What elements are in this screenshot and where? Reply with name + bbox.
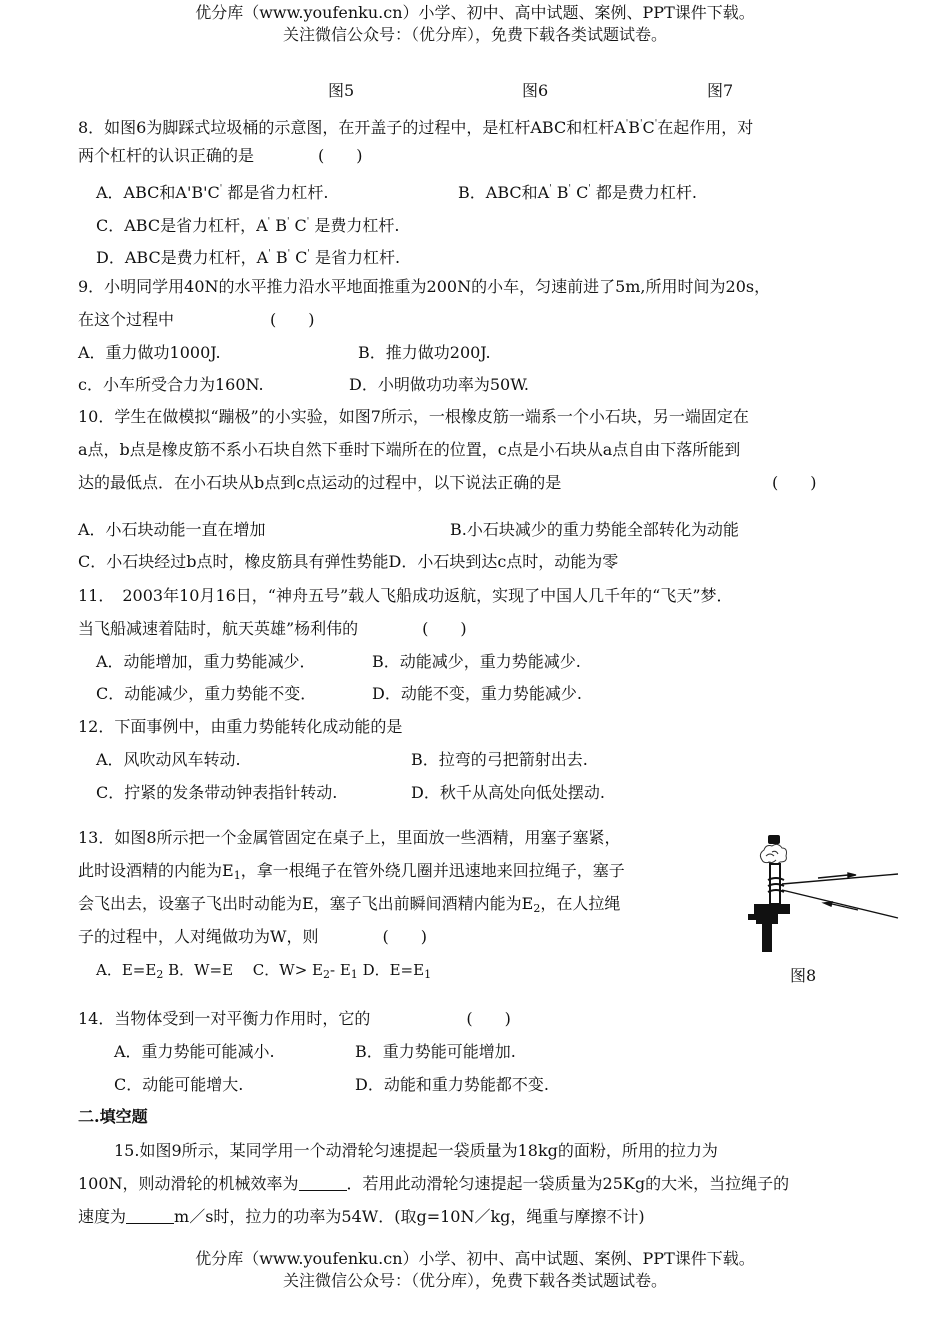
q8-option-b: B．ABC和A' B' C' 都是费力杠杆. bbox=[458, 183, 697, 202]
q10-stem-line3: 达的最低点．在小石块从b点到c点运动的过程中，以下说法正确的是 bbox=[78, 473, 562, 492]
q8-option-d: D．ABC是费力杠杆，A' B' C' 是省力杠杆. bbox=[96, 248, 401, 267]
figure-8-illustration bbox=[748, 830, 900, 955]
q11-stem-line2: 当飞船减速着陆时，航天英雄”杨利伟的 ( ) bbox=[78, 619, 467, 638]
figure-6-label: 图6 bbox=[522, 81, 549, 100]
q12-stem: 12．下面事例中，由重力势能转化成动能的是 bbox=[78, 717, 403, 736]
q11-option-b: B．动能减少，重力势能减少. bbox=[372, 652, 581, 671]
q10-answer-paren: ( ) bbox=[772, 473, 817, 492]
stopper-icon bbox=[768, 835, 780, 844]
figure-7-label: 图7 bbox=[707, 81, 734, 100]
q9-option-d: D．小明做功功率为50W. bbox=[349, 375, 529, 394]
q14-option-c: C．动能可能增大. bbox=[114, 1075, 244, 1094]
q8-option-c: C．ABC是省力杠杆，A' B' C' 是费力杠杆. bbox=[96, 216, 400, 235]
q14-stem: 14．当物体受到一对平衡力作用时，它的 ( ) bbox=[78, 1009, 511, 1028]
q14-option-a: A．重力势能可能减小. bbox=[114, 1042, 275, 1061]
q15-stem-line3: 速度为 m／s时，拉力的功率为54W．(取g=10N／kg，绳重与摩擦不计) bbox=[78, 1207, 645, 1226]
q12-option-d: D．秋千从高处向低处摆动. bbox=[411, 783, 605, 802]
q15-blank-speed[interactable] bbox=[126, 1209, 174, 1224]
q10-stem-line2: a点，b点是橡皮筋不系小石块自然下垂时下端所在的位置，c点是小石块从a点自由下落所能到 bbox=[78, 440, 741, 459]
vapor-cloud-icon bbox=[760, 844, 786, 864]
table-clamp-icon bbox=[748, 904, 790, 952]
page-header-line2: 关注微信公众号：（优分库），免费下载各类试题试卷。 bbox=[282, 25, 667, 44]
metal-tube-icon bbox=[768, 864, 784, 904]
q10-option-a: A．小石块动能一直在增加 bbox=[78, 520, 266, 539]
q13-stem-line2: 此时设酒精的内能为$E_1$，拿一根绳子在管外绕几圈并迅速地来回拉绳子，塞子 bbox=[78, 861, 625, 882]
q11-option-c: C．动能减少，重力势能不变． bbox=[96, 684, 317, 703]
page-footer-line1: 优分库（www.youfenku.cn）小学、初中、高中试题、案例、PPT课件下载。 bbox=[195, 1249, 755, 1268]
q8-option-a: A．ABC和A'B'C' 都是省力杠杆. bbox=[96, 183, 329, 202]
q12-option-c: C．拧紧的发条带动钟表指针转动. bbox=[96, 783, 338, 802]
q10-option-b: B.小石块减少的重力势能全部转化为动能 bbox=[450, 520, 739, 539]
q13-stem-line1: 13．如图8所示把一个金属管固定在桌子上，里面放一些酒精，用塞子塞紧， bbox=[78, 828, 621, 847]
figure-5-label: 图5 bbox=[328, 81, 355, 100]
q11-stem-line1: 11． 2003年10月16日，“神舟五号”载人飞船成功返航，实现了中国人几千年的“飞天”梦． bbox=[78, 586, 733, 605]
q15-stem-line1: 15.如图9所示，某同学用一个动滑轮匀速提起一袋质量为18kg的面粉，所用的拉力为 bbox=[114, 1141, 718, 1160]
figure-8-label: 图8 bbox=[790, 966, 817, 985]
q9-option-a: A．重力做功1000J. bbox=[78, 343, 221, 362]
q15-blank-efficiency[interactable] bbox=[299, 1176, 347, 1191]
page-header-line1: 优分库（www.youfenku.cn）小学、初中、高中试题、案例、PPT课件下载。 bbox=[195, 3, 755, 22]
q14-option-b: B．重力势能可能增加. bbox=[355, 1042, 516, 1061]
q10-option-cd: C．小石块经过b点时，橡皮筋具有弹性势能D．小石块到达c点时，动能为零 bbox=[78, 552, 619, 571]
rope-icon bbox=[782, 873, 898, 918]
section-title-fill-in: 二.填空题 bbox=[78, 1107, 148, 1126]
q13-stem-line4: 子的过程中，人对绳做功为W，则 ( ) bbox=[78, 927, 427, 946]
q8-stem-line2: 两个杠杆的认识正确的是 ( ) bbox=[78, 146, 363, 165]
q8-stem-line1: 8．如图6为脚踩式垃圾桶的示意图，在开盖子的过程中，是杠杆ABC和杠杆A'B'C'在起作用，对 bbox=[78, 118, 754, 137]
page-footer-line2: 关注微信公众号：（优分库），免费下载各类试题试卷。 bbox=[282, 1271, 667, 1290]
q9-stem-line2: 在这个过程中 ( ) bbox=[78, 310, 315, 329]
q14-option-d: D．动能和重力势能都不变. bbox=[355, 1075, 549, 1094]
q13-stem-line3: 会飞出去，设塞子飞出时动能为E，塞子飞出前瞬间酒精内能为$E_2$，在人拉绳 bbox=[78, 894, 621, 915]
q11-option-a: A．动能增加，重力势能减少． bbox=[96, 652, 316, 671]
q12-option-b: B．拉弯的弓把箭射出去. bbox=[411, 750, 588, 769]
q11-option-d: D．动能不变，重力势能减少. bbox=[372, 684, 582, 703]
q13-options: A．$E=E_2$ B．W=E C．$W> E_2-$ $E_1$ D．$E=E_1$ bbox=[96, 961, 432, 981]
q9-option-c: c．小车所受合力为160N. bbox=[78, 375, 264, 394]
q10-stem-line1: 10．学生在做模拟“蹦极”的小实验，如图7所示，一根橡皮筋一端系一个小石块，另一端固定在 bbox=[78, 407, 749, 426]
q9-option-b: B．推力做功200J. bbox=[358, 343, 491, 362]
q12-option-a: A．风吹动风车转动. bbox=[96, 750, 241, 769]
q9-stem-line1: 9．小明同学用40N的水平推力沿水平地面推重为200N的小车，匀速前进了5m,所用时间为20s， bbox=[78, 277, 771, 296]
q15-stem-line2: 100N，则动滑轮的机械效率为 ．若用此动滑轮匀速提起一袋质量为25Kg的大米，当拉绳子的 bbox=[78, 1174, 790, 1193]
